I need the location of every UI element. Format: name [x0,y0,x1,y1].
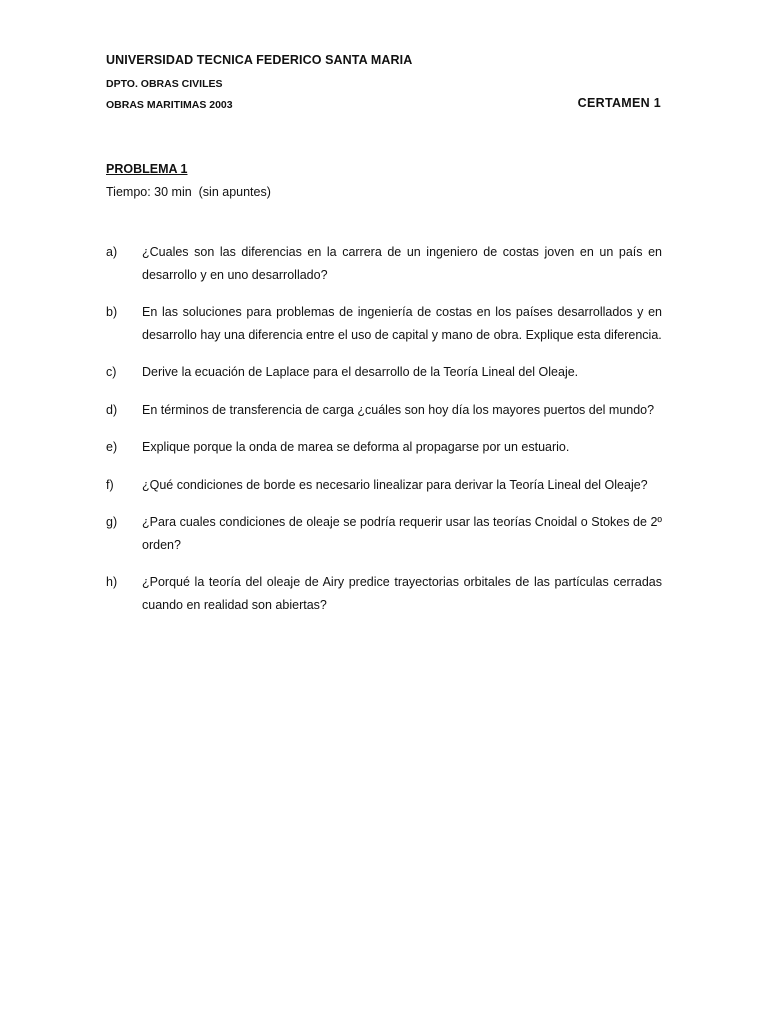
question-letter: e) [106,440,118,454]
question-item [106,399,662,422]
question-letter: g) [106,515,118,529]
exam-title: CERTAMEN 1 [577,96,661,110]
question-item [106,511,662,556]
university-name: UNIVERSIDAD TECNICA FEDERICO SANTA MARIA [106,53,413,67]
question-item [106,241,662,286]
question-text: ¿Cuales son las diferencias en la carrera de un ingeniero de costas joven en un país en desarrollo y en uno desarrollado? [142,245,662,282]
question-letter: f) [106,477,114,492]
question-letter: a) [106,245,118,259]
question-letter: h) [106,575,118,589]
question-text: ¿Para cuales condiciones de oleaje se podría requerir usar las teorías Cnoidal o Stokes de 2º orden? [142,515,662,552]
question-letter: b) [106,305,118,319]
question-text: Explique porque la onda de marea se deforma al propagarse por un estuario. [142,440,570,454]
question-item [106,361,662,384]
question-text: ¿Qué condiciones de borde es necesario linealizar para derivar la Teoría Lineal del Oleaje? [142,477,648,492]
question-item [106,301,662,346]
question-text: Derive la ecuación de Laplace para el desarrollo de la Teoría Lineal del Oleaje. [142,365,579,379]
department-name: DPTO. OBRAS CIVILES [106,78,223,90]
course-name: OBRAS MARITIMAS 2003 [106,99,233,111]
question-item [106,474,662,497]
question-item [106,436,662,459]
question-text: ¿Porqué la teoría del oleaje de Airy predice trayectorias orbitales de las partículas cerradas cuando en realidad son abiertas? [142,575,662,612]
problem-time: Tiempo: 30 min (sin apuntes) [106,185,271,199]
question-text: En términos de transferencia de carga ¿cuáles son hoy día los mayores puertos del mundo? [142,402,655,417]
question-item [106,571,662,616]
question-text: En las soluciones para problemas de ingeniería de costas en los países desarrollados y en desarrollo hay una diferencia entre el uso de capital y mano de obra. Explique esta diferencia. [142,305,662,342]
question-list [106,241,662,631]
problem-title: PROBLEMA 1 [106,162,188,176]
question-letter: d) [106,402,118,417]
question-letter: c) [106,365,117,379]
